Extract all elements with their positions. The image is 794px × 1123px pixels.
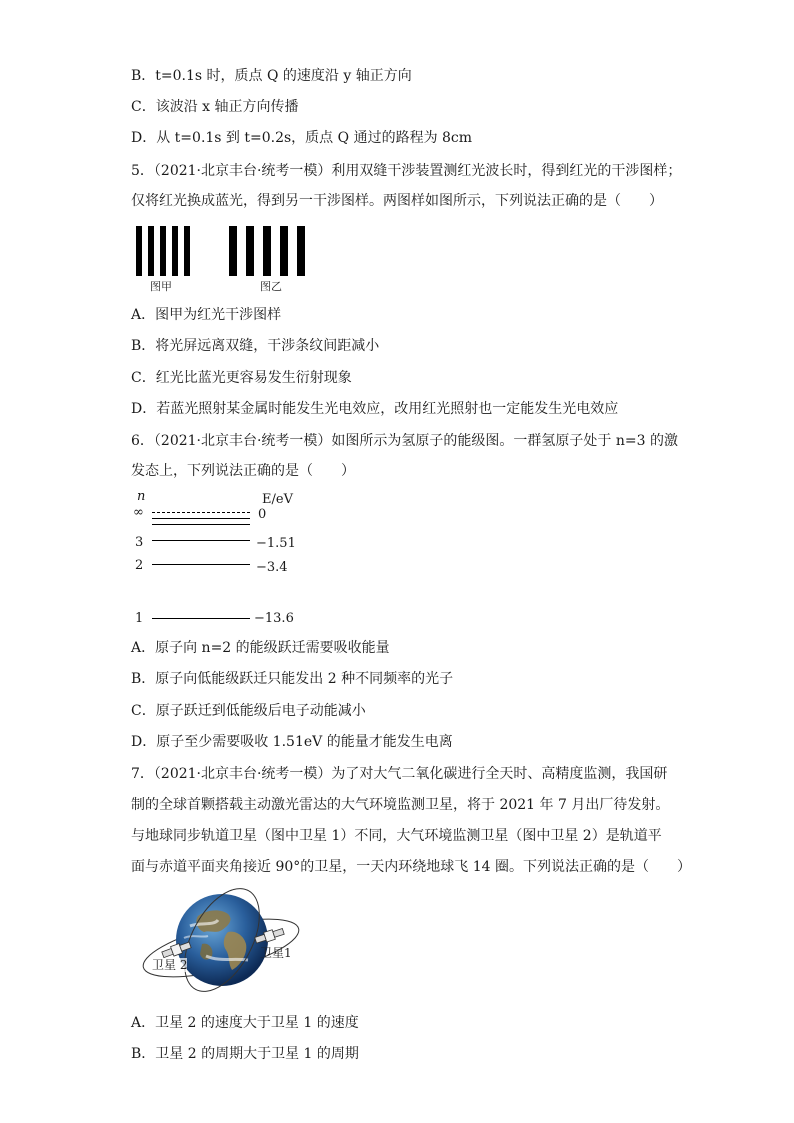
question-5-line-2: 仅将红光换成蓝光，得到另一干涉图样。两图样如图所示，下列说法正确的是（ ） — [131, 193, 663, 209]
caption-jia: 图甲 — [150, 280, 172, 293]
satellite-2-label: 卫星 2 — [152, 958, 188, 972]
level-n-2: 2 — [135, 558, 144, 573]
pattern-jia — [136, 226, 191, 276]
option-b-q6: B．原子向低能级跃迁只能发出 2 种不同频率的光子 — [131, 671, 454, 687]
question-5-line-1: 5．（2021·北京丰台·统考一模）利用双缝干涉装置测红光波长时，得到红光的干涉图样； — [131, 163, 682, 179]
option-b-q7: B．卫星 2 的周期大于卫星 1 的周期 — [131, 1046, 359, 1062]
option-a-q7: A．卫星 2 的速度大于卫星 1 的速度 — [131, 1015, 359, 1031]
level-energy-2: −3.4 — [256, 560, 288, 575]
earth-satellite-figure — [136, 886, 306, 998]
energy-axis-label: E/eV — [262, 492, 293, 507]
level-energy-infinity: 0 — [258, 507, 267, 522]
caption-yi: 图乙 — [260, 280, 282, 293]
option-a-q5: A．图甲为红光干涉图样 — [131, 307, 282, 323]
question-7-line-4: 面与赤道平面夹角接近 90°的卫星，一天内环绕地球飞 14 圈。下列说法正确的是（ ） — [131, 859, 691, 875]
question-7-line-3: 与地球同步轨道卫星（图中卫星 1）不同，大气环境监测卫星（图中卫星 2）是轨道平 — [131, 828, 662, 844]
level-n-infinity: ∞ — [133, 505, 144, 520]
question-7-line-2: 制的全球首颗搭载主动激光雷达的大气环境监测卫星，将于 2021 年 7 月出厂待发射。 — [131, 797, 670, 813]
option-c-q5: C．红光比蓝光更容易发生衍射现象 — [131, 370, 352, 386]
level-line-2 — [152, 564, 250, 565]
question-6-line-2: 发态上，下列说法正确的是（ ） — [131, 463, 355, 479]
level-n-1: 1 — [135, 611, 144, 626]
option-c-q4: C．该波沿 x 轴正方向传播 — [131, 99, 299, 115]
option-c-q6: C．原子跃迁到低能级后电子动能减小 — [131, 703, 366, 719]
level-energy-3: −1.51 — [256, 536, 296, 551]
option-d-q5: D．若蓝光照射某金属时能发生光电效应，改用红光照射也一定能发生光电效应 — [131, 401, 619, 417]
satellite-1-label: 卫星1 — [260, 946, 292, 960]
level-line-5 — [152, 518, 250, 519]
option-d-q6: D．原子至少需要吸收 1.51eV 的能量才能发生电离 — [131, 734, 453, 750]
option-d-q4: D．从 t=0.1s 到 t=0.2s，质点 Q 通过的路程为 8cm — [131, 130, 473, 146]
level-line-infinity — [152, 512, 250, 513]
pattern-yi — [229, 226, 309, 276]
option-b-q5: B．将光屏远离双缝，干涉条纹间距减小 — [131, 338, 380, 354]
question-6-line-1: 6．（2021·北京丰台·统考一模）如图所示为氢原子的能级图。一群氢原子处于 n=3 的激 — [131, 433, 678, 449]
level-line-1 — [152, 618, 250, 619]
earth-globe — [176, 894, 268, 986]
n-axis-label: n — [137, 489, 146, 504]
question-7-line-1: 7．（2021·北京丰台·统考一模）为了对大气二氧化碳进行全天时、高精度监测，我国研 — [131, 766, 668, 782]
option-a-q6: A．原子向 n=2 的能级跃迁需要吸收能量 — [131, 640, 390, 656]
option-b-q4: B．t=0.1s 时，质点 Q 的速度沿 y 轴正方向 — [131, 68, 412, 84]
level-n-3: 3 — [135, 535, 144, 550]
level-line-3 — [152, 540, 250, 541]
level-energy-1: −13.6 — [254, 611, 294, 626]
level-line-4 — [152, 524, 250, 525]
